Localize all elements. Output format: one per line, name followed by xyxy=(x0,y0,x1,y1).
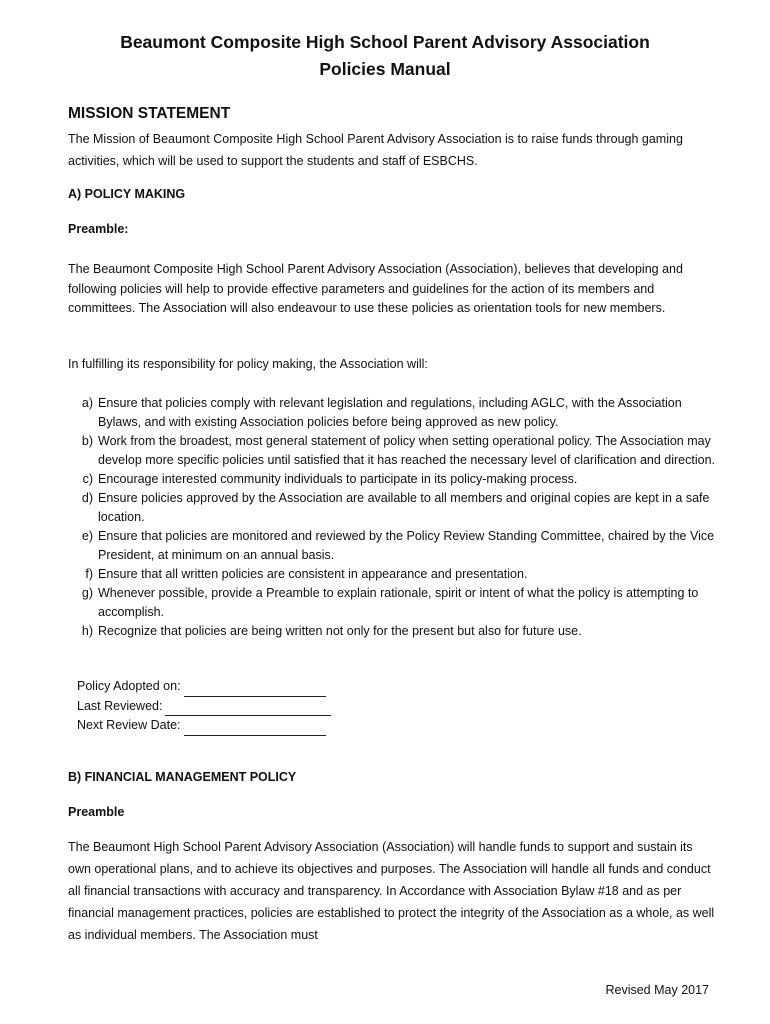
document-title: Beaumont Composite High School Parent Advisory Association xyxy=(120,32,650,52)
policy-list xyxy=(68,394,718,641)
section-b-heading: B) FINANCIAL MANAGEMENT POLICY xyxy=(68,770,297,784)
list-text: Ensure that policies comply with relevant legislation and regulations, including AGLC, with the Association Bylaws, and with existing Association policies before being approved as new policy. xyxy=(98,396,682,429)
mission-heading: MISSION STATEMENT xyxy=(68,105,231,122)
list-item xyxy=(68,527,718,565)
document-subtitle: Policies Manual xyxy=(319,59,451,79)
list-text: Work from the broadest, most general statement of policy when setting operational policy. The Association may develop more specific policies until satisfied that it has reached the necessary level of clarification and direction. xyxy=(98,434,715,467)
mission-text: The Mission of Beaumont Composite High School Parent Advisory Association is to raise funds through gaming activities, which will be used to support the students and staff of ESBCHS. xyxy=(68,132,683,168)
policy-adopted-label: Policy Adopted on: xyxy=(77,679,181,693)
next-review-row xyxy=(77,716,331,736)
last-reviewed-label: Last Reviewed: xyxy=(77,698,163,713)
list-item xyxy=(68,432,718,470)
next-review-blank[interactable] xyxy=(184,723,326,736)
list-item xyxy=(68,489,718,527)
list-text: Ensure that all written policies are consistent in appearance and presentation. xyxy=(98,567,528,581)
list-text: Encourage interested community individuals to participate in its policy-making process. xyxy=(98,472,578,486)
policy-adopted-row xyxy=(77,677,331,697)
list-marker: g) xyxy=(81,586,93,600)
list-item xyxy=(68,470,718,489)
last-reviewed-row xyxy=(77,697,331,717)
next-review-label: Next Review Date: xyxy=(77,718,181,732)
list-marker: a) xyxy=(81,396,93,410)
list-text: Recognize that policies are being written not only for the present but also for future use. xyxy=(98,624,582,638)
policy-dates xyxy=(77,677,331,736)
list-text: Whenever possible, provide a Preamble to explain rationale, spirit or intent of what the policy is attempting to accomplish. xyxy=(98,586,699,619)
list-marker: f) xyxy=(85,567,93,581)
section-b-preamble-label: Preamble xyxy=(68,805,125,819)
last-reviewed-blank[interactable] xyxy=(165,703,331,716)
list-item xyxy=(68,394,718,432)
revision-footer: Revised May 2017 xyxy=(605,983,709,997)
list-item xyxy=(68,622,718,641)
list-item xyxy=(68,584,718,622)
section-a-paragraph: The Beaumont Composite High School Parent Advisory Association (Association), believes that developing and following policies will help to provide effective parameters and guidelines for the action of its members and committees. The Association will also endeavour to use these policies as orientation tools for new members. xyxy=(68,262,683,315)
list-marker: e) xyxy=(81,529,93,543)
list-text: Ensure that policies are monitored and reviewed by the Policy Review Standing Committee, chaired by the Vice President, at minimum on an annual basis. xyxy=(98,529,715,562)
section-a-heading: A) POLICY MAKING xyxy=(68,187,186,201)
section-a-intro: In fulfilling its responsibility for policy making, the Association will: xyxy=(68,357,428,371)
list-item xyxy=(68,565,718,584)
list-text: Ensure policies approved by the Association are available to all members and original copies are kept in a safe location. xyxy=(98,491,710,524)
list-marker: c) xyxy=(82,472,93,486)
list-marker: d) xyxy=(81,491,93,505)
policy-adopted-blank[interactable] xyxy=(184,684,326,697)
list-marker: b) xyxy=(81,434,93,448)
list-marker: h) xyxy=(81,624,93,638)
section-b-paragraph: The Beaumont High School Parent Advisory Association (Association) will handle funds to support and sustain its own operational plans, and to achieve its objectives and purposes. The Association will handle all funds and conduct all financial transactions with accuracy and transparency. In Accordance with Association Bylaw #18 and as per financial management practices, policies are established to protect the integrity of the Association as a whole, as well as individual members. The Association must xyxy=(68,840,715,942)
section-a-preamble-label: Preamble: xyxy=(68,222,129,236)
